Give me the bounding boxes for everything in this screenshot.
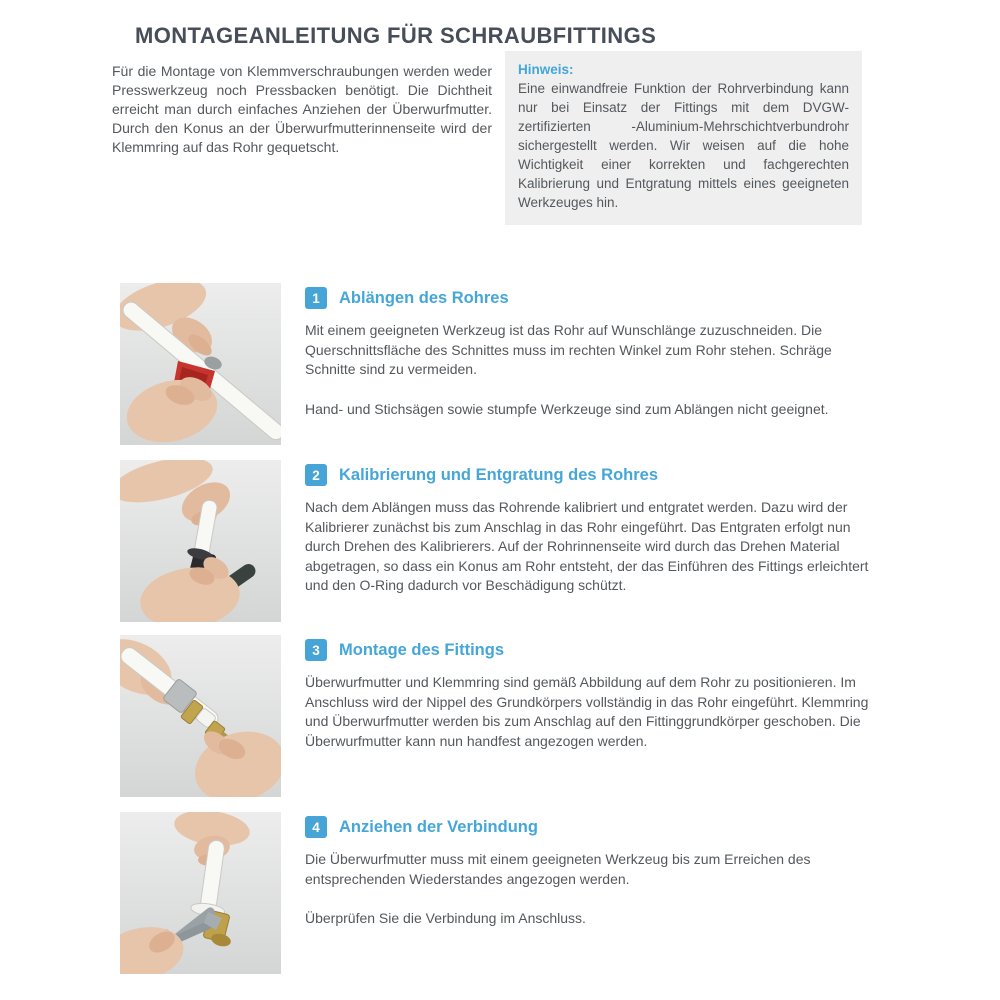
tightening-pliers-photo (120, 812, 281, 974)
fitting-assembly-photo (120, 635, 281, 797)
step-1-paragraph-2: Hand- und Stichsägen sowie stumpfe Werkzeuge sind zum Ablängen nicht geeignet. (305, 400, 829, 417)
step-3-paragraph-1: Überwurfmutter und Klemmring sind gemäß Abbildung auf dem Rohr zu positionieren. Im Anschluss wird der Nippel des Grundkörpers vollständig in das Rohr eingeführt. Klemmring und Überwurfmutter werden bis zum Anschlag auf den Fittinggrundkörper geschoben. Die Überwurfmutter kann nun handfest angezogen werden. (305, 674, 869, 749)
step-2-number-badge: 2 (305, 464, 327, 486)
step-2-content (305, 464, 885, 610)
page-title: MONTAGEANLEITUNG FÜR SCHRAUBFITTINGS (135, 22, 657, 48)
step-3-number-badge: 3 (305, 639, 327, 661)
step-4-photo (120, 812, 281, 974)
step-3-photo (120, 635, 281, 797)
intro-paragraph: Für die Montage von Klemmverschraubungen werden weder Presswerkzeug noch Pressbacken benötigt. Die Dichtheit erreicht man durch einfaches Anziehen der Überwurfmutter. Durch den Konus an der Überwurfmutterinnenseite wird der Klemmring auf das Rohr gequetscht. (112, 63, 492, 155)
step-2-title: Kalibrierung und Entgratung des Rohres (339, 465, 659, 484)
step-4-paragraph-2: Überprüfen Sie die Verbindung im Anschluss. (305, 910, 586, 926)
calibration-tool-photo (120, 460, 281, 622)
step-3-header (305, 639, 885, 661)
step-4-paragraph-1: Die Überwurfmutter muss mit einem geeigneten Werkzeug bis zum Erreichen des entsprechenden Wiederstandes angezogen werden. (305, 851, 811, 887)
step-1-paragraph-1: Mit einem geeigneten Werkzeug ist das Rohr auf Wunschlänge zuzuschneiden. Die Querschnittsfläche des Schnittes muss im rechten Winkel zum Rohr stehen. Schräge Schnitte sind zu vermeiden. (305, 322, 832, 377)
hinweis-label: Hinweis: (518, 62, 574, 77)
pipe-cutter-photo (120, 283, 281, 445)
step-1-number-badge: 1 (305, 287, 327, 309)
hinweis-text: Eine einwandfreie Funktion der Rohrverbindung kann nur bei Einsatz der Fittings mit dem DVGW-zertifizierten -Aluminium-Mehrschichtverbundrohr sichergestellt werden. Wir weisen auf die hohe Wichtigkeit einer korrekten und fachgerechten Kalibrierung und Entgratung mittels eines geeigneten Werkzeuges hin. (518, 81, 849, 210)
step-2-header (305, 464, 885, 486)
step-1-header (305, 287, 885, 309)
step-3-title: Montage des Fittings (339, 640, 504, 659)
step-4-title: Anziehen der Verbindung (339, 817, 538, 836)
hinweis-note-box (505, 51, 862, 225)
step-2-photo (120, 460, 281, 622)
step-4-content (305, 816, 885, 943)
step-1-title: Ablängen des Rohres (339, 288, 509, 307)
step-2-paragraph-1: Nach dem Ablängen muss das Rohrende kalibriert und entgratet werden. Dazu wird der Kalibrierer zunächst bis zum Anschlag in das Rohr eingeführt. Das Entgraten erfolgt nun durch Drehen des Kalibrierers. Auf der Rohrinnenseite wird durch das Drehen Material abgetragen, so dass ein Konus am Rohr entsteht, der das Einführen des Fittings erleichtert und den O-Ring dadurch vor Beschädigung schützt. (305, 499, 869, 593)
step-1-photo (120, 283, 281, 445)
step-4-number-badge: 4 (305, 816, 327, 838)
step-4-header (305, 816, 885, 838)
step-1-content (305, 287, 885, 433)
step-3-content (305, 639, 885, 765)
